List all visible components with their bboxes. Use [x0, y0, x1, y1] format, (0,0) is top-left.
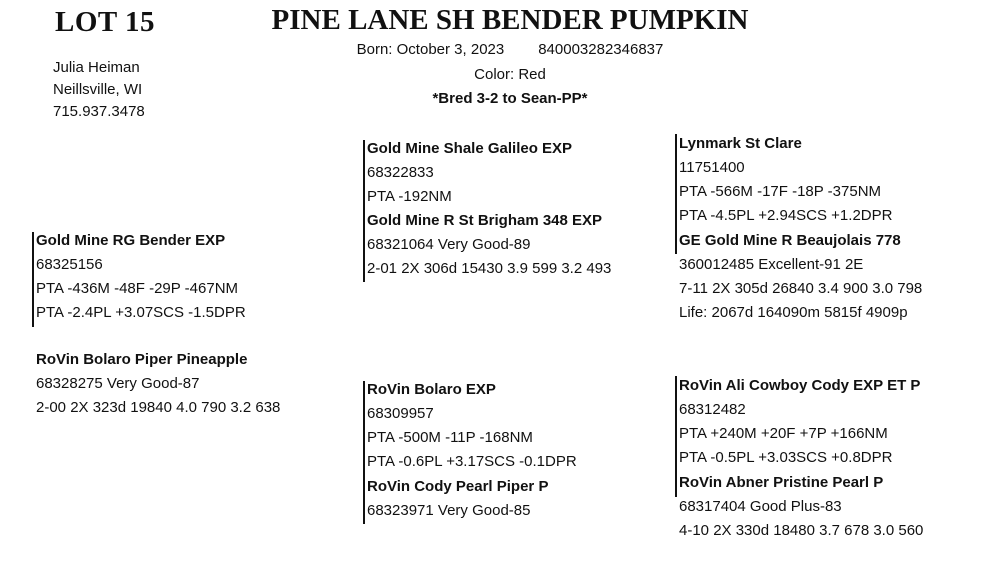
gg-dam-dam-block — [679, 471, 923, 543]
consignor-info — [53, 57, 145, 123]
gg-sire-sire-block — [679, 132, 892, 228]
sire-sire-reg: 68322833 — [367, 164, 434, 181]
gg-sire-sire-pta-health: PTA -4.5PL +2.94SCS +1.2DPR — [679, 207, 893, 224]
gg-sire-dam-lifetime: Life: 2067d 164090m 5815f 4909p — [679, 304, 908, 321]
lot-number: LOT 15 — [55, 6, 155, 38]
sire-sire-name: Gold Mine Shale Galileo EXP — [367, 140, 573, 157]
dam-sire-block — [367, 378, 577, 474]
dam-sire-pta-production: PTA -500M -11P -168NM — [367, 429, 533, 446]
consignor-location: Neillsville, WI — [53, 81, 143, 98]
consignor-phone: 715.937.3478 — [53, 103, 145, 120]
dam-sire-pta-health: PTA -0.6PL +3.17SCS -0.1DPR — [367, 453, 577, 470]
gg-sire-dam-name: GE Gold Mine R Beaujolais 778 — [679, 232, 901, 249]
gg-sire-dam-block — [679, 229, 922, 325]
sire-dam-block — [367, 209, 611, 281]
birth-line — [240, 41, 780, 58]
dam-parents-bracket — [363, 381, 365, 524]
registration-number: 840003282346837 — [538, 41, 664, 58]
gg-dam-sire-pta-health: PTA -0.5PL +3.03SCS +0.8DPR — [679, 449, 893, 466]
dam-dam-block — [367, 475, 548, 523]
birth-date: Born: October 3, 2023 — [356, 41, 505, 58]
sire-dam-name: Gold Mine R St Brigham 348 EXP — [367, 212, 603, 229]
gg-sire-sire-reg: 11751400 — [679, 159, 745, 176]
gg-sire-dam-reg-classification: 360012485 Excellent-91 2E — [679, 256, 864, 273]
dam-record: 2-00 2X 323d 19840 4.0 790 3.2 638 — [36, 399, 281, 416]
sire-bracket — [32, 232, 34, 327]
sire-block — [36, 229, 246, 325]
sire-reg: 68325156 — [36, 256, 103, 273]
gg-dam-sire-block — [679, 374, 920, 470]
sire-parents-bracket — [363, 140, 365, 282]
gg-dam-sire-reg: 68312482 — [679, 401, 746, 418]
upper-grandparents-bracket — [675, 134, 677, 254]
gg-dam-sire-pta-production: PTA +240M +20F +7P +166NM — [679, 425, 888, 442]
gg-dam-dam-reg-classification: 68317404 Good Plus-83 — [679, 498, 842, 515]
gg-dam-dam-record: 4-10 2X 330d 18480 3.7 678 3.0 560 — [679, 522, 924, 539]
gg-sire-sire-pta-production: PTA -566M -17F -18P -375NM — [679, 183, 882, 200]
sire-sire-pta: PTA -192NM — [367, 188, 452, 205]
sire-pta-production: PTA -436M -48F -29P -467NM — [36, 280, 239, 297]
gg-dam-dam-name: RoVin Abner Pristine Pearl P — [679, 474, 884, 491]
sire-dam-record: 2-01 2X 306d 15430 3.9 599 3.2 493 — [367, 260, 612, 277]
lower-grandparents-bracket — [675, 376, 677, 497]
dam-sire-reg: 68309957 — [367, 405, 434, 422]
dam-sire-name: RoVin Bolaro EXP — [367, 381, 496, 398]
gg-sire-sire-name: Lynmark St Clare — [679, 135, 802, 152]
dam-dam-reg-classification: 68323971 Very Good-85 — [367, 502, 531, 519]
dam-name: RoVin Bolaro Piper Pineapple — [36, 351, 248, 368]
dam-reg-classification: 68328275 Very Good-87 — [36, 375, 200, 392]
gg-sire-dam-record: 7-11 2X 305d 26840 3.4 900 3.0 798 — [679, 280, 923, 297]
bred-note: *Bred 3-2 to Sean-PP* — [432, 90, 588, 107]
dam-dam-name: RoVin Cody Pearl Piper P — [367, 478, 549, 495]
gg-dam-sire-name: RoVin Ali Cowboy Cody EXP ET P — [679, 377, 921, 394]
color-line: Color: Red — [474, 66, 546, 83]
sire-name: Gold Mine RG Bender EXP — [36, 232, 226, 249]
sire-pta-health: PTA -2.4PL +3.07SCS -1.5DPR — [36, 304, 246, 321]
consignor-name: Julia Heiman — [53, 59, 140, 76]
sire-sire-block — [367, 137, 572, 209]
animal-name: PINE LANE SH BENDER PUMPKIN — [271, 4, 749, 36]
sire-dam-reg-classification: 68321064 Very Good-89 — [367, 236, 531, 253]
dam-block — [36, 348, 280, 420]
